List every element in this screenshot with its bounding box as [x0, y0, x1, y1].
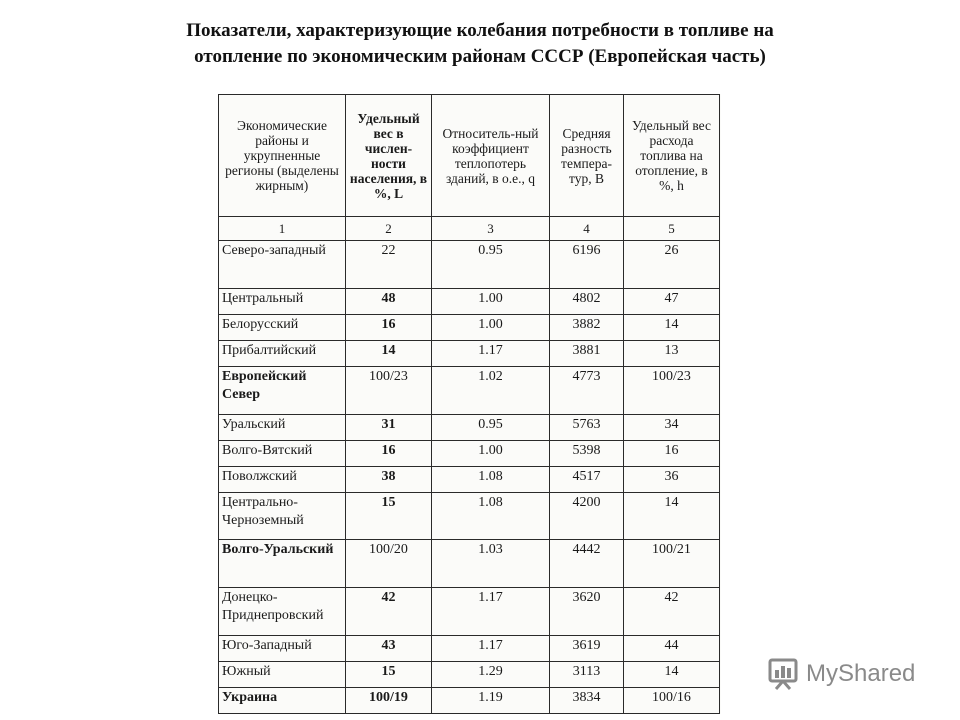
fuel-share-cell: 100/23	[624, 366, 720, 414]
population-share-cell: 16	[346, 314, 432, 340]
population-share-cell: 38	[346, 466, 432, 492]
heat-loss-coefficient-cell: 1.19	[432, 687, 550, 713]
region-cell: Южный	[219, 661, 346, 687]
slide-title-line-1: Показатели, характеризующие колебания потребности в топливе на	[186, 20, 774, 41]
table-row	[219, 340, 720, 366]
temperature-difference-cell: 3882	[550, 314, 624, 340]
region-cell: Европейский Север	[219, 366, 346, 414]
header-temperature-difference: Средняя разность темпера-тур, B	[550, 95, 624, 217]
population-share-cell: 100/19	[346, 687, 432, 713]
header-population-share: Удельный вес в числен-ности населения, в %, L	[346, 95, 432, 217]
fuel-share-cell: 16	[624, 440, 720, 466]
population-share-cell: 31	[346, 414, 432, 440]
population-share-cell: 48	[346, 288, 432, 314]
fuel-share-cell: 36	[624, 466, 720, 492]
column-number-1: 1	[219, 217, 346, 241]
heat-loss-coefficient-cell: 1.08	[432, 466, 550, 492]
header-fuel-share: Удельный вес расхода топлива на отопление, в %, h	[624, 95, 720, 217]
population-share-cell: 100/23	[346, 366, 432, 414]
region-cell: Прибалтийский	[219, 340, 346, 366]
population-share-cell: 42	[346, 588, 432, 636]
data-table	[218, 94, 720, 714]
population-share-cell: 15	[346, 492, 432, 540]
temperature-difference-cell: 4773	[550, 366, 624, 414]
temperature-difference-cell: 4802	[550, 288, 624, 314]
watermark	[766, 654, 915, 694]
region-cell: Волго-Вятский	[219, 440, 346, 466]
heat-loss-coefficient-cell: 1.08	[432, 492, 550, 540]
column-number-5: 5	[624, 217, 720, 241]
temperature-difference-cell: 3619	[550, 635, 624, 661]
slide-title	[60, 18, 900, 70]
heat-loss-coefficient-cell: 0.95	[432, 241, 550, 289]
table-row	[219, 588, 720, 636]
population-share-cell: 15	[346, 661, 432, 687]
population-share-cell: 14	[346, 340, 432, 366]
heat-loss-coefficient-cell: 1.17	[432, 588, 550, 636]
heat-loss-coefficient-cell: 1.00	[432, 288, 550, 314]
table-row	[219, 540, 720, 588]
table-row	[219, 661, 720, 687]
column-number-4: 4	[550, 217, 624, 241]
region-cell: Центрально-Черноземный	[219, 492, 346, 540]
temperature-difference-cell: 3113	[550, 661, 624, 687]
temperature-difference-cell: 3620	[550, 588, 624, 636]
temperature-difference-cell: 5398	[550, 440, 624, 466]
fuel-share-cell: 44	[624, 635, 720, 661]
temperature-difference-cell: 3881	[550, 340, 624, 366]
fuel-share-cell: 14	[624, 661, 720, 687]
region-cell: Северо-западный	[219, 241, 346, 289]
fuel-share-cell: 34	[624, 414, 720, 440]
heat-loss-coefficient-cell: 1.17	[432, 340, 550, 366]
fuel-share-cell: 14	[624, 314, 720, 340]
heat-loss-coefficient-cell: 1.03	[432, 540, 550, 588]
column-number-3: 3	[432, 217, 550, 241]
temperature-difference-cell: 4200	[550, 492, 624, 540]
heat-loss-coefficient-cell: 0.95	[432, 414, 550, 440]
heat-loss-coefficient-cell: 1.00	[432, 440, 550, 466]
fuel-share-cell: 100/16	[624, 687, 720, 713]
table-body	[219, 241, 720, 714]
header-heat-loss-coefficient: Относитель-ный коэффициент теплопотерь зданий, в о.е., q	[432, 95, 550, 217]
table-row	[219, 288, 720, 314]
temperature-difference-cell: 4517	[550, 466, 624, 492]
fuel-share-cell: 13	[624, 340, 720, 366]
scanned-table-image	[218, 94, 721, 714]
table-row	[219, 635, 720, 661]
population-share-cell: 43	[346, 635, 432, 661]
heat-loss-coefficient-cell: 1.29	[432, 661, 550, 687]
region-cell: Волго-Уральский	[219, 540, 346, 588]
fuel-share-cell: 100/21	[624, 540, 720, 588]
fuel-share-cell: 14	[624, 492, 720, 540]
presentation-board-icon	[766, 657, 800, 691]
region-cell: Поволжский	[219, 466, 346, 492]
header-row	[219, 95, 720, 217]
header-region: Экономические районы и укрупненные регионы (выделены жирным)	[219, 95, 346, 217]
table-row	[219, 466, 720, 492]
population-share-cell: 100/20	[346, 540, 432, 588]
table-row	[219, 440, 720, 466]
region-cell: Центральный	[219, 288, 346, 314]
population-share-cell: 16	[346, 440, 432, 466]
population-share-cell: 22	[346, 241, 432, 289]
temperature-difference-cell: 6196	[550, 241, 624, 289]
table-row	[219, 314, 720, 340]
heat-loss-coefficient-cell: 1.00	[432, 314, 550, 340]
column-number-row	[219, 217, 720, 241]
region-cell: Белорусский	[219, 314, 346, 340]
temperature-difference-cell: 5763	[550, 414, 624, 440]
region-cell: Юго-Западный	[219, 635, 346, 661]
table-row	[219, 687, 720, 713]
table-row	[219, 241, 720, 289]
heat-loss-coefficient-cell: 1.02	[432, 366, 550, 414]
region-cell: Донецко-Приднепровский	[219, 588, 346, 636]
temperature-difference-cell: 4442	[550, 540, 624, 588]
table-row	[219, 366, 720, 414]
temperature-difference-cell: 3834	[550, 687, 624, 713]
heat-loss-coefficient-cell: 1.17	[432, 635, 550, 661]
fuel-share-cell: 42	[624, 588, 720, 636]
region-cell: Украина	[219, 687, 346, 713]
slide-title-line-2: отопление по экономическим районам СССР (Европейская часть)	[194, 46, 766, 67]
table-row	[219, 414, 720, 440]
fuel-share-cell: 26	[624, 241, 720, 289]
fuel-share-cell: 47	[624, 288, 720, 314]
column-number-2: 2	[346, 217, 432, 241]
region-cell: Уральский	[219, 414, 346, 440]
table-row	[219, 492, 720, 540]
watermark-text: MyShared	[806, 660, 916, 687]
